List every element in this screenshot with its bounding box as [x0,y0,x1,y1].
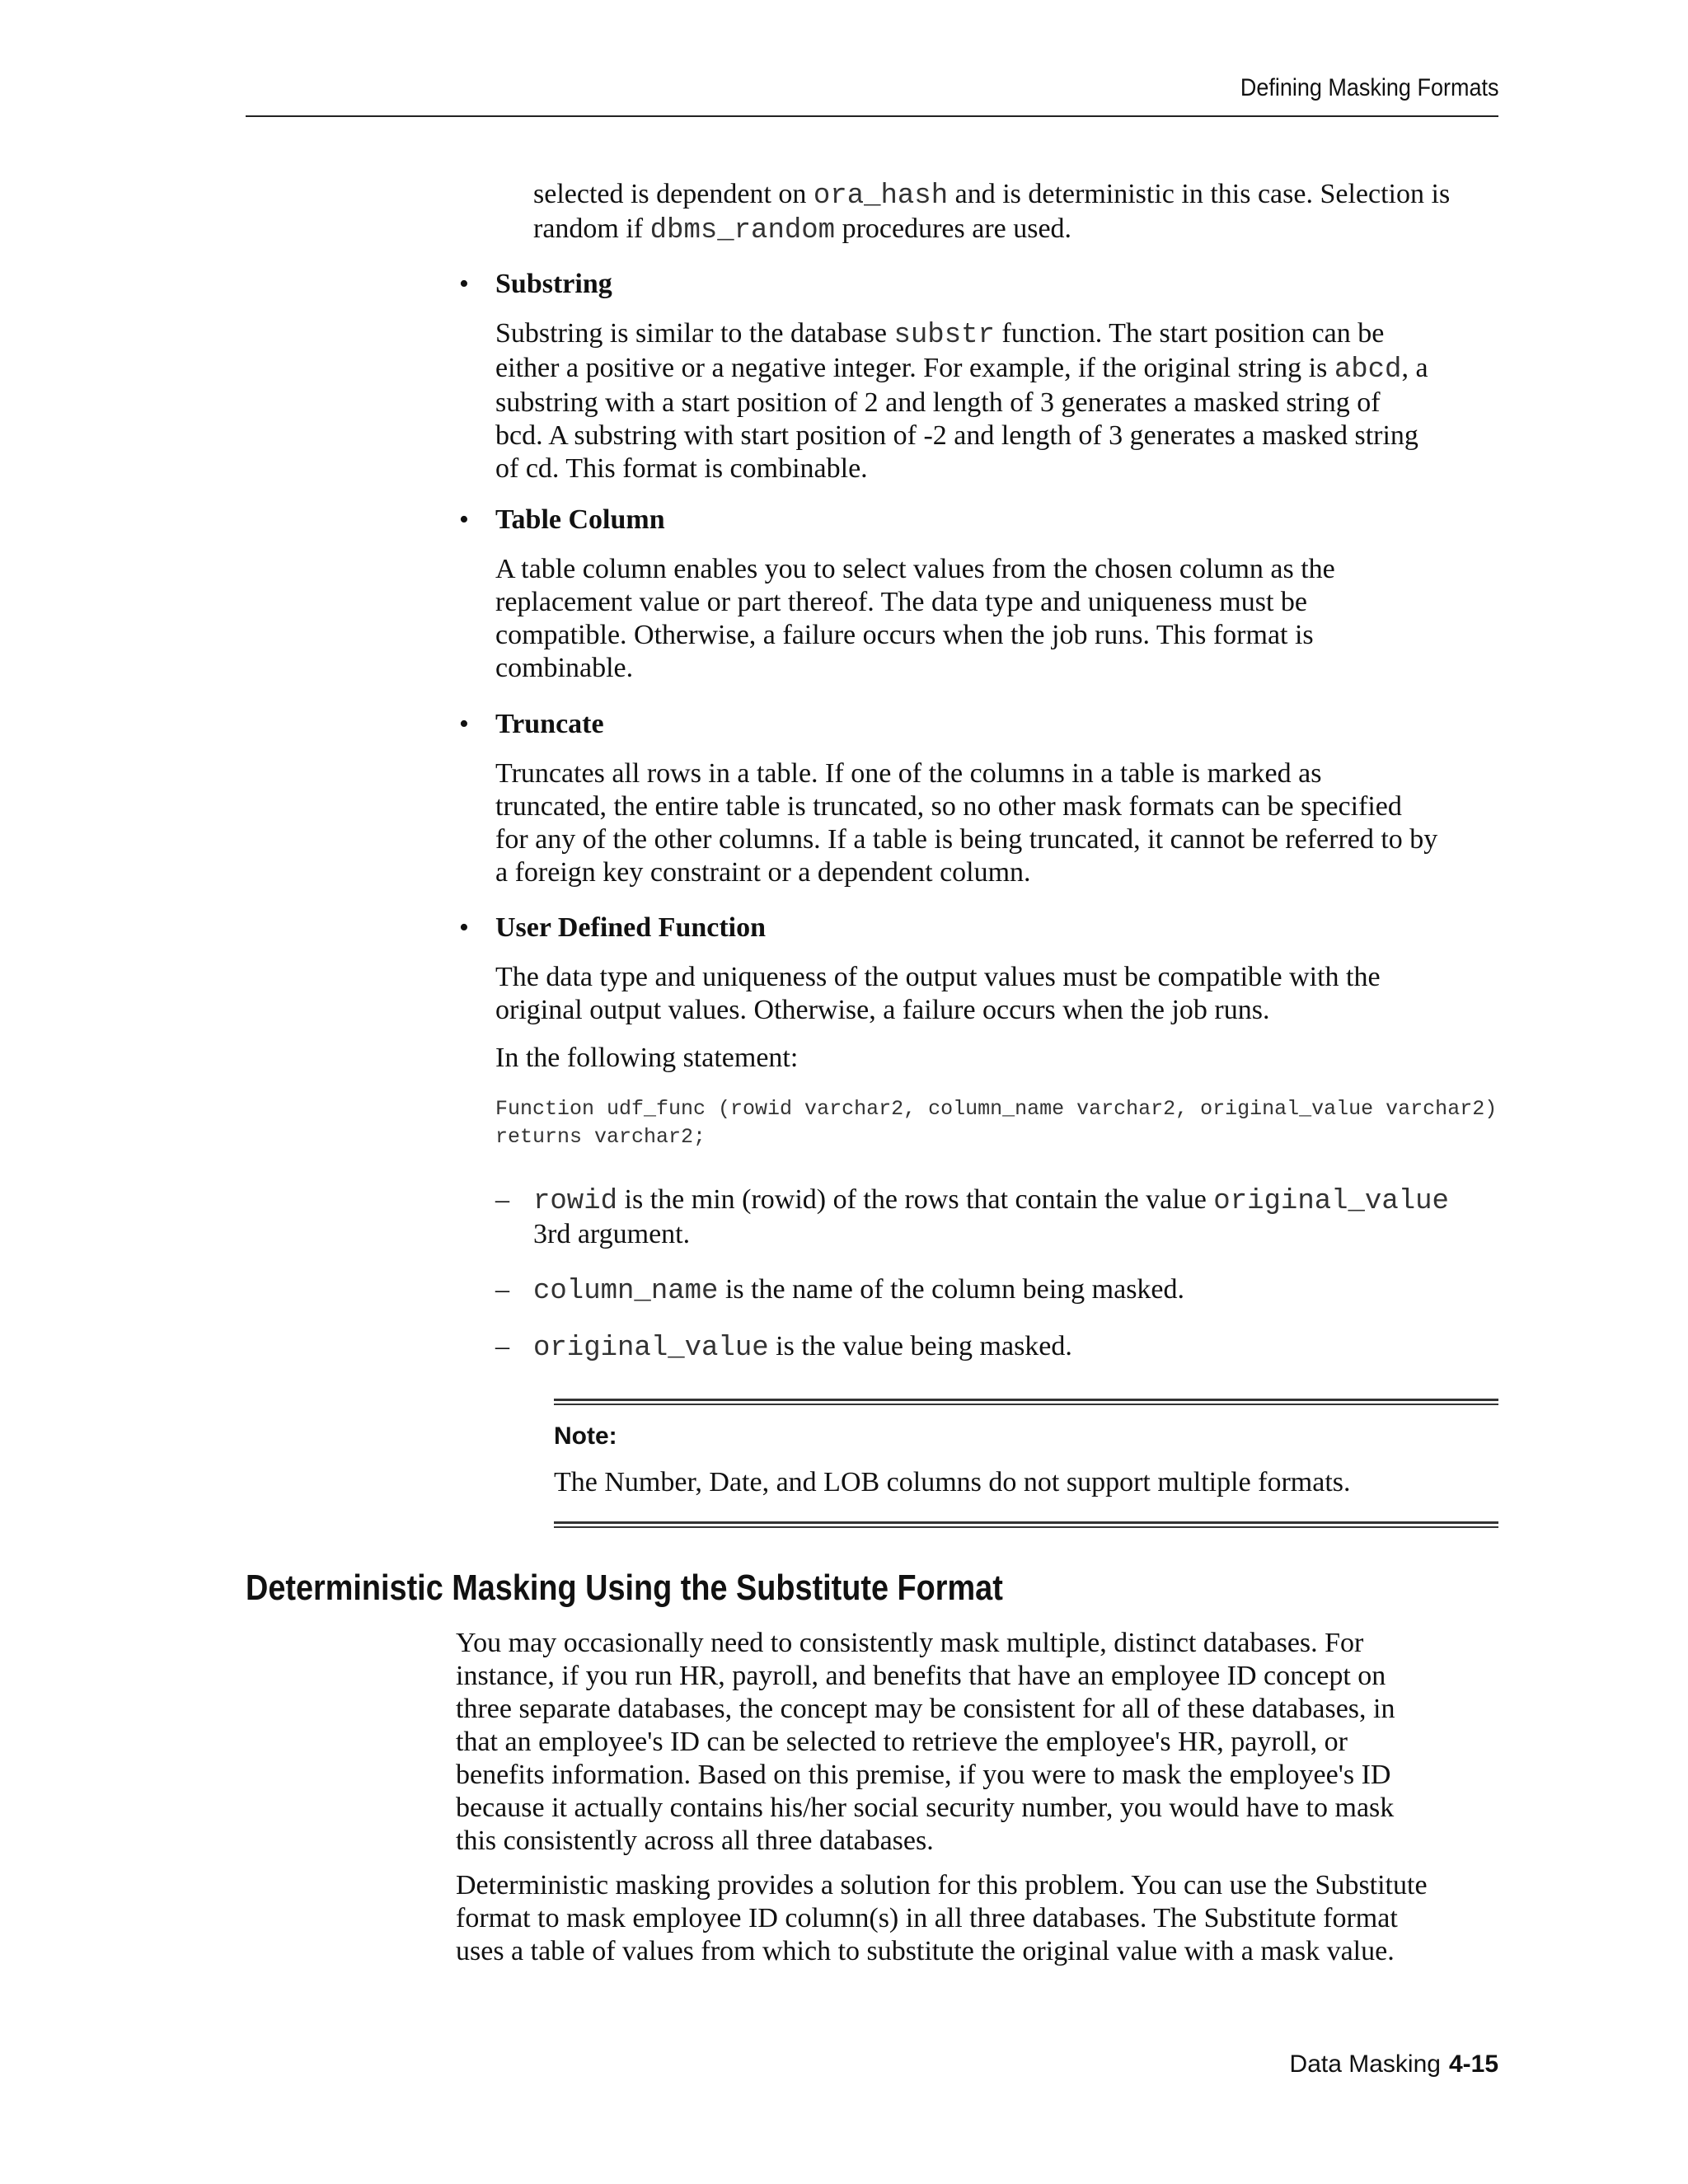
text-line: for any of the other columns. If a table is being truncated, it cannot be referred to by [495,824,1438,855]
text-line: either a positive or a negative integer. For example, if the original string is abcd, a [495,353,1428,386]
text-line: compatible. Otherwise, a failure occurs when the job runs. This format is [495,620,1314,650]
note-text: The Number, Date, and LOB columns do not support multiple formats. [554,1467,1351,1497]
running-header: Defining Masking Formats [1240,74,1498,101]
bullet-marker: • [459,504,469,535]
section-heading: Deterministic Masking Using the Substitute Format [246,1568,1003,1608]
dash-item-original-value [533,1330,1072,1365]
text-line: Truncates all rows in a table. If one of the columns in a table is marked as [495,758,1322,789]
text-line: three separate databases, the concept may be consistent for all of these databases, in [456,1694,1395,1724]
text-line: Substring is similar to the database substr function. The start position can be [495,318,1385,351]
text-line: that an employee's ID can be selected to retrieve the employee's HR, payroll, or [456,1727,1348,1757]
bullet-marker: • [459,269,469,299]
text-line: benefits information. Based on this premise, if you were to mask the employee's ID [456,1760,1391,1790]
note-bottom-rule [554,1521,1498,1528]
text-line: original_value is the value being masked. [533,1331,1072,1364]
text-line: random if dbms_random procedures are used. [533,213,1072,246]
text-line: of cd. This format is combinable. [495,453,868,484]
text-line: substring with a start position of 2 and length of 3 generates a masked string of [495,387,1381,418]
text-line: replacement value or part thereof. The data type and uniqueness must be [495,587,1308,617]
bullet-title-table-column: Table Column [495,504,665,535]
text-line: 3rd argument. [533,1219,691,1249]
text-line: Deterministic masking provides a solution for this problem. You can use the Substitute [456,1870,1428,1900]
text-line: format to mask employee ID column(s) in all three databases. The Substitute format [456,1903,1398,1933]
udf-lead-in: In the following statement: [495,1043,799,1073]
code-line: Function udf_func (rowid varchar2, column_name varchar2, original_value varchar2) [495,1097,1498,1121]
note-label: Note: [554,1422,617,1450]
text-line: original output values. Otherwise, a failure occurs when the job runs. [495,995,1270,1025]
section-paragraph-2 [456,1869,1428,1968]
text-line: because it actually contains his/her social security number, you would have to mask [456,1793,1395,1823]
udf-paragraph [495,961,1381,1027]
bullet-title-substring: Substring [495,269,612,299]
dash-item-column-name [533,1273,1184,1308]
text-line: combinable. [495,653,634,683]
truncate-paragraph [495,757,1437,889]
dash-marker: – [495,1184,509,1215]
table-column-paragraph [495,553,1335,685]
text-line: this consistently across all three databases. [456,1825,934,1856]
text-line: uses a table of values from which to substitute the original value with a mask value. [456,1936,1395,1966]
intro-paragraph [533,178,1450,247]
page-number: 4-15 [1448,2050,1498,2078]
text-line: The data type and uniqueness of the output values must be compatible with the [495,962,1381,992]
text-line: bcd. A substring with start position of -2 and length of 3 generates a masked string [495,420,1418,451]
text-line: A table column enables you to select values from the chosen column as the [495,554,1335,584]
dash-item-rowid [533,1183,1449,1251]
header-rule [246,115,1498,117]
code-line: returns varchar2; [495,1125,706,1149]
bullet-marker: • [459,709,469,739]
bullet-marker: • [459,912,469,943]
text-line: instance, if you run HR, payroll, and benefits that have an employee ID concept on [456,1661,1386,1691]
text-line: rowid is the min (rowid) of the rows that contain the value original_value [533,1184,1449,1217]
section-paragraph-1 [456,1627,1395,1858]
dash-marker: – [495,1274,509,1305]
bullet-title-user-defined-function: User Defined Function [495,912,767,943]
text-line: truncated, the entire table is truncated, so no other mask formats can be specified [495,791,1402,822]
text-line: selected is dependent on ora_hash and is deterministic in this case. Selection is [533,179,1451,212]
text-line: You may occasionally need to consistently mask multiple, distinct databases. For [456,1628,1364,1658]
dash-marker: – [495,1331,509,1361]
text-line: column_name is the name of the column being masked. [533,1274,1185,1307]
substring-paragraph [495,317,1428,485]
page-footer [1290,2050,1498,2079]
text-line: a foreign key constraint or a dependent column. [495,857,1031,888]
note-top-rule [554,1399,1498,1405]
bullet-title-truncate: Truncate [495,709,604,739]
footer-label: Data Masking [1289,2050,1441,2078]
